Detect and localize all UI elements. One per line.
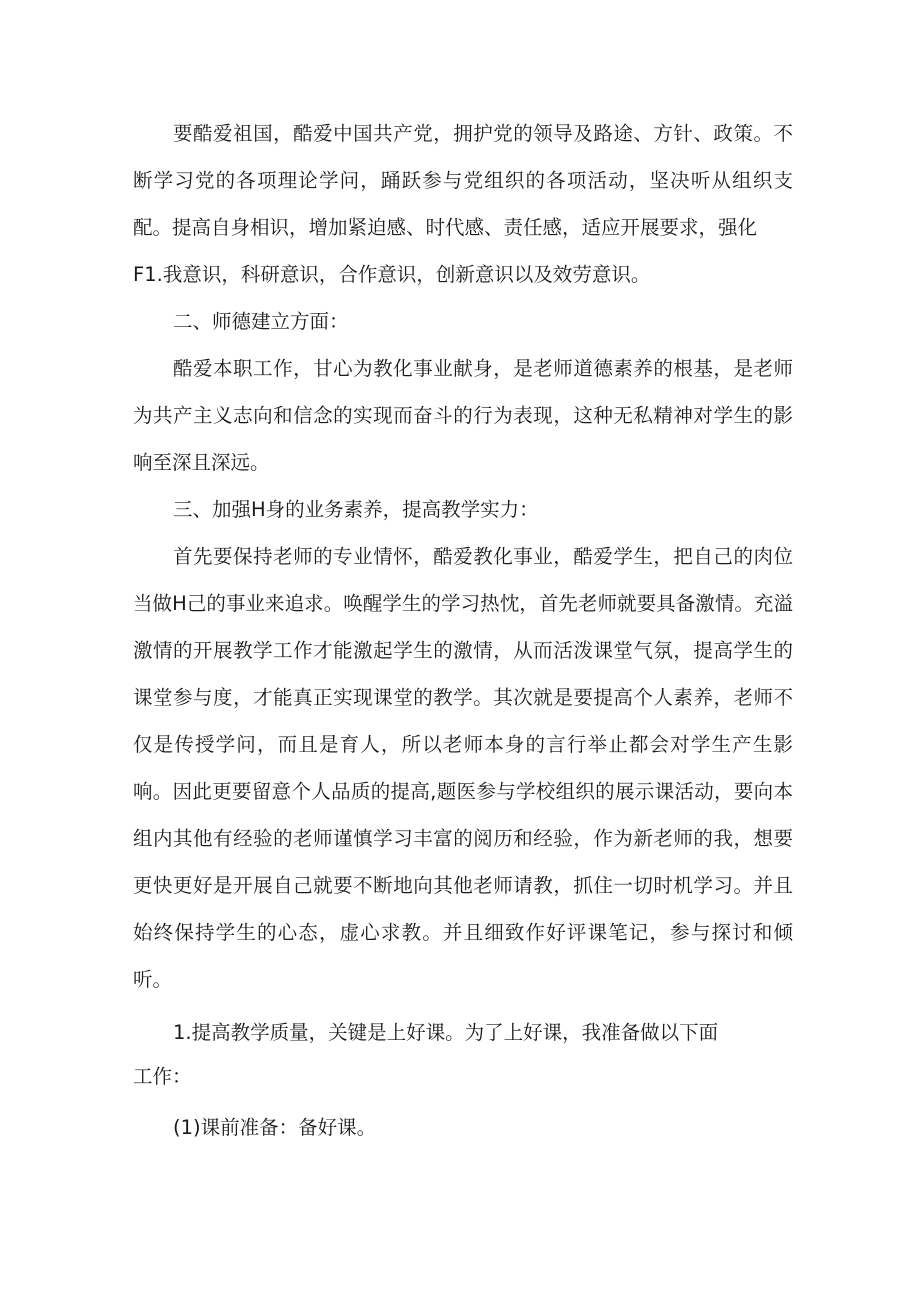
paragraph-awareness-line: F1.我意识，科研意识，合作意识，创新意识以及效劳意识。	[133, 263, 651, 286]
sub-item-lesson-preparation: (1)课前准备：备好课。	[173, 1116, 377, 1139]
list-item-teaching-quality: 1.提高教学质量，关键是上好课。为了上好课，我准备做以下面	[173, 1021, 719, 1044]
list-item-continuation: 工作：	[133, 1065, 192, 1088]
paragraph-dedication: 酷爱本职工作，甘心为教化事业献身，是老师道德素养的根基，是老师为共产主义志向和信念的实现而奋斗的行为表现，这种无私精神对学生的影响至深且深远。	[133, 357, 793, 474]
paragraph-professional-passion: 首先要保持老师的专业情怀，酷爱教化事业，酷爱学生，把自己的肉位当做H己的事业来追求。唤醒学生的学习热忱，首先老师就要具备激情。充溢激情的开展教学工作才能激起学生的激情，从而活泼课堂气氛，提高学生的课堂参与度，才能真正实现课堂的教学。其次就是要提高个人素养，老师不仅是传授学问，而且是育人，所以老师本身的言行举止都会对学生产生影响。因此更要留意个人品质的提高,题医参与学校组织的展示课活动，要向本组内其他有经验的老师谨慎学习丰富的阅历和经验，作为新老师的我，想要更快更好是开展自己就要不断地向其他老师请教，抓住一切时机学习。并且始终保持学生的心态，虚心求教。并且细致作好评课笔记，参与探讨和倾听。	[133, 545, 793, 991]
heading-teacher-ethics: 二、师德建立方面：	[173, 310, 349, 333]
heading-professional-quality: 三、加强H身的业务素养，提高教学实力：	[173, 498, 539, 521]
paragraph-patriotism: 要酷爱祖国，酷爱中国共产党，拥护党的领导及路途、方针、政策。不断学习党的各项理论学问，踊跃参与党组织的各项活动，坚决听从组织支配。提高自身相识，增加紧迫感、时代感、责任感，适应开展要求，强化	[133, 122, 793, 239]
